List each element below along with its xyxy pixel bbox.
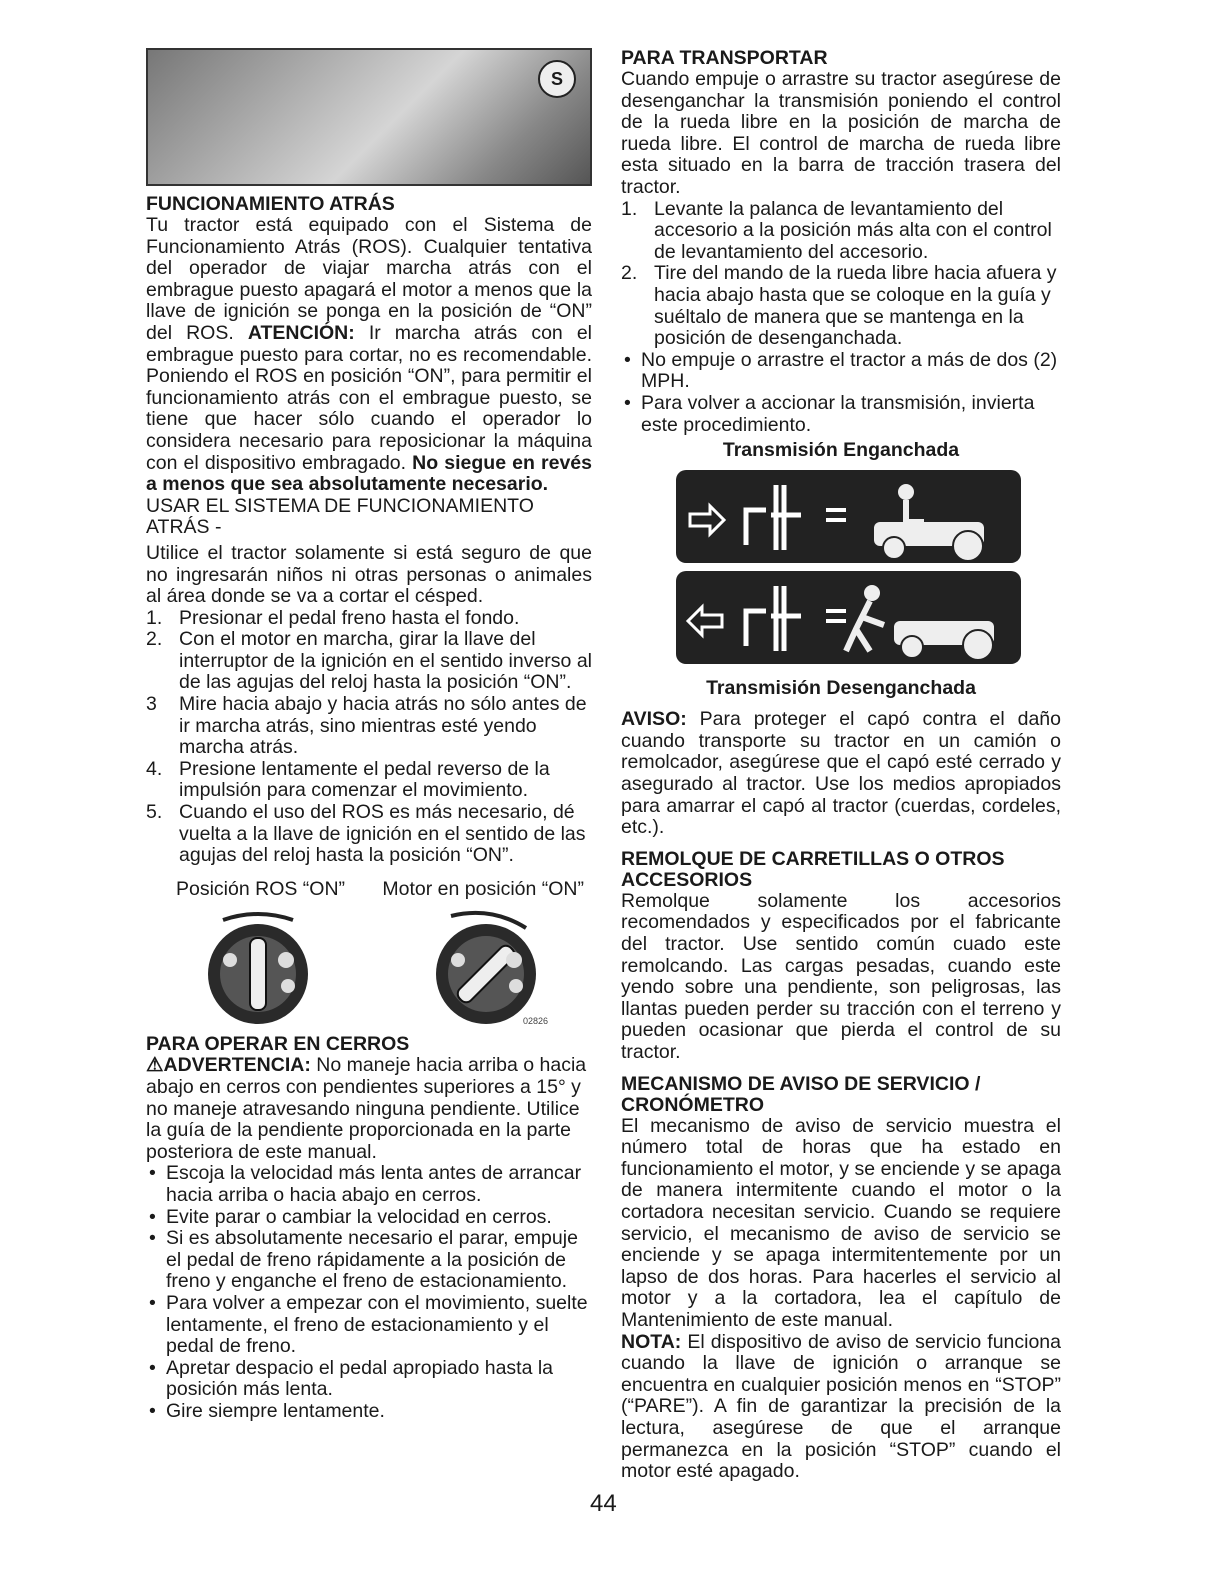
disengaged-label: Transmisión Desenganchada bbox=[706, 676, 976, 699]
step-number: 3 bbox=[146, 693, 157, 716]
transport-steps bbox=[621, 199, 1061, 350]
list-item bbox=[146, 802, 592, 867]
transmission-disengaged-icon bbox=[676, 571, 1021, 664]
aviso-label: AVISO: bbox=[621, 708, 687, 731]
tow-paragraph: Remolque solamente los accesorios recomendados y especificados por el fabricante del tractor. Use sentido común cuado este remolcando. Las cargas pesadas, cuando este yendo sobre una pendiente, son peligrosas, las llantas pueden perder su tracción con el terreno y pueden ocasionar que pierda el control de su tractor. bbox=[621, 889, 1061, 1063]
step-text: Con el motor en marcha, girar la llave del interruptor de la ignición en el sentido inverso al de las agujas del reloj hasta la posición “ON”. bbox=[179, 628, 592, 694]
ignition-figures bbox=[166, 906, 592, 1026]
ignition-switch-ros-icon bbox=[198, 906, 348, 1026]
step-text: Levante la palanca de levantamiento del accesorio a la posición más alta con el control de levantamiento del accesorio. bbox=[654, 197, 1052, 263]
ignition-switch-motor-icon bbox=[411, 906, 561, 1026]
step-text: Tire del mando de la rueda libre hacia afuera y hacia abajo hasta que se coloque en la guía y suéltalo de manera que se mantenga en la posición de desenganchada. bbox=[654, 262, 1057, 350]
nota-text: El dispositivo de aviso de servicio funciona cuando la llave de ignición o arranque se encuentra en cualquier posición menos en “STOP” (“PARE”). A fin de garantizar la precisión de la lectura, asegúrese de que el arranque permanezca en la posición “STOP” cuando el motor esté apagado. bbox=[621, 1330, 1061, 1483]
list-item: • Si es absolutamente necesario el parar, empuje el pedal de freno rápidamente a la posición de freno y enganche el freno de estacionamiento. bbox=[146, 1228, 592, 1293]
aviso-paragraph bbox=[621, 709, 1061, 839]
transport-paragraph: Cuando empuje o arrastre su tractor asegúrese de desenganchar la transmisión poniendo el control de la rueda libre en la posición de marcha de rueda libre. El control de marcha de rueda libre esta situado en la barra de tracción trasera del tractor. bbox=[621, 68, 1061, 198]
transmission-engaged-panel bbox=[676, 470, 1021, 563]
tow-heading: REMOLQUE DE CARRETILLAS O OTROS ACCESORIOS bbox=[621, 847, 1005, 891]
transport-heading: PARA TRANSPORTAR bbox=[621, 47, 828, 69]
atencion-label: ATENCIÓN: bbox=[247, 321, 355, 344]
left-column bbox=[146, 48, 592, 1423]
transport-bullets bbox=[621, 350, 1061, 436]
list-item: • Apretar despacio el pedal apropiado hasta la posición más lenta. bbox=[146, 1358, 592, 1401]
transmission-engaged-icon bbox=[676, 470, 1021, 563]
reverse-paragraph bbox=[146, 215, 592, 496]
transmission-disengaged-panel bbox=[676, 571, 1021, 664]
atencion-text: Ir marcha atrás con el embrague puesto para cortar, no es recomendable. Poniendo el ROS en posición “ON”, para permitir el funcionamiento atrás con el embrague puesto, se tiene que hacer sólo cuando el operador lo considera necesario para reposicionar la máquina con el dispositivo embragado. bbox=[146, 321, 593, 474]
list-item bbox=[621, 199, 1061, 264]
list-item bbox=[146, 759, 592, 802]
caption-ros-on: Posición ROS “ON” bbox=[176, 877, 346, 900]
ignition-captions bbox=[176, 879, 584, 901]
service-paragraph: El mecanismo de aviso de servicio muestra el número total de horas que ha estado en funcionamiento el motor, y se enciende y se apaga de manera intermitente cuando el motor o la cortadora necesitan servicio. Cuando se requiere servicio, el mecanismo de aviso de servicio se enciende y se apaga intermitentemente por un lapso de dos horas. Para hacerles el servicio al motor y a la cortadora, lea el capítulo de Mantenimiento de este manual. bbox=[621, 1114, 1061, 1331]
step-text: Mire hacia abajo y hacia atrás no sólo antes de ir marcha atrás, sino mientras esté yendo marcha atrás. bbox=[179, 693, 587, 759]
list-item bbox=[146, 694, 592, 759]
advertencia-label: ADVERTENCIA: bbox=[163, 1054, 311, 1077]
reverse-steps bbox=[146, 608, 592, 867]
service-heading: MECANISMO DE AVISO DE SERVICIO / CRONÓMETRO bbox=[621, 1072, 981, 1116]
step-text: Presionar el pedal freno hasta el fondo. bbox=[179, 606, 520, 629]
reverse-text: Tu tractor está equipado con el Sistema de Funcionamiento Atrás (ROS). Cualquier tentativa del operador de viajar marcha atrás con el embrague puesto apagará el motor a menos que la llave de ignición se ponga en la posición de “ON” del ROS. bbox=[146, 214, 592, 344]
step-text: Cuando el uso del ROS es más necesario, dé vuelta a la llave de ignición en el sentido de las agujas del reloj hasta la posición “ON”. bbox=[179, 801, 586, 867]
list-item: • Escoja la velocidad más lenta antes de arrancar hacia arriba o hacia abajo en cerros. bbox=[146, 1163, 592, 1206]
list-item: • Gire siempre lentamente. bbox=[146, 1401, 592, 1423]
advertencia-paragraph bbox=[146, 1055, 592, 1163]
reverse-heading: FUNCIONAMIENTO ATRÁS bbox=[146, 193, 395, 215]
nota-paragraph bbox=[621, 1332, 1061, 1483]
usar-paragraph: Utilice el tractor solamente si está seguro de que no ingresarán niños ni otras personas o animales al área donde se va a cortar el césped. bbox=[146, 541, 592, 608]
aviso-text: Para proteger el capó contra el daño cuando transporte su tractor en un camión o remolcador, asegúrese que el capó esté cerrado y asegurado al tractor. Use los medios apropiados para amarrar el capó al tractor (cuerdas, cordeles, etc.). bbox=[621, 708, 1061, 839]
step-number: 2. bbox=[146, 628, 163, 651]
atencion-bold-text: No siegue en revés a menos que sea absolutamente necesario. bbox=[146, 451, 592, 496]
page-number: 44 bbox=[590, 1490, 617, 1517]
step-number: 4. bbox=[146, 757, 163, 780]
usar-heading: USAR EL SISTEMA DE FUNCIONAMIENTO ATRÁS - bbox=[146, 494, 534, 539]
mower-photo bbox=[146, 48, 592, 186]
hills-heading: PARA OPERAR EN CERROS bbox=[146, 1033, 410, 1056]
list-item bbox=[146, 608, 592, 630]
step-number: 1. bbox=[146, 606, 163, 629]
callout-s-label: S bbox=[538, 60, 576, 98]
engaged-label: Transmisión Enganchada bbox=[722, 439, 960, 462]
caption-motor-on: Motor en posición “ON” bbox=[382, 877, 584, 900]
step-text: Presione lentamente el pedal reverso de la impulsión para comenzar el movimiento. bbox=[179, 757, 550, 802]
step-number: 1. bbox=[621, 197, 638, 220]
hills-bullets bbox=[146, 1163, 592, 1422]
step-number: 5. bbox=[146, 801, 163, 824]
list-item: • Para volver a empezar con el movimiento, suelte lentamente, el freno de estacionamiento y el pedal de freno. bbox=[146, 1293, 592, 1358]
list-item: • Evite parar o cambiar la velocidad en cerros. bbox=[146, 1207, 592, 1229]
list-item: • No empuje o arrastre el tractor a más de dos (2) MPH. bbox=[621, 350, 1061, 393]
warning-icon: ⚠ bbox=[146, 1054, 164, 1077]
nota-label: NOTA: bbox=[621, 1330, 682, 1353]
advertencia-text: No maneje hacia arriba o hacia abajo en cerros con pendientes superiores a 15° y no maneje atravesando ninguna pendiente. Utilice la guía de la pendiente proporcionada en la parte posteriora de este manual. bbox=[146, 1054, 587, 1163]
list-item bbox=[621, 263, 1061, 349]
right-column bbox=[621, 48, 1061, 1483]
list-item: • Para volver a accionar la transmisión, invierta este procedimiento. bbox=[621, 393, 1061, 436]
list-item bbox=[146, 629, 592, 694]
step-number: 2. bbox=[621, 262, 638, 285]
figure-code: 02826 bbox=[522, 1016, 548, 1027]
